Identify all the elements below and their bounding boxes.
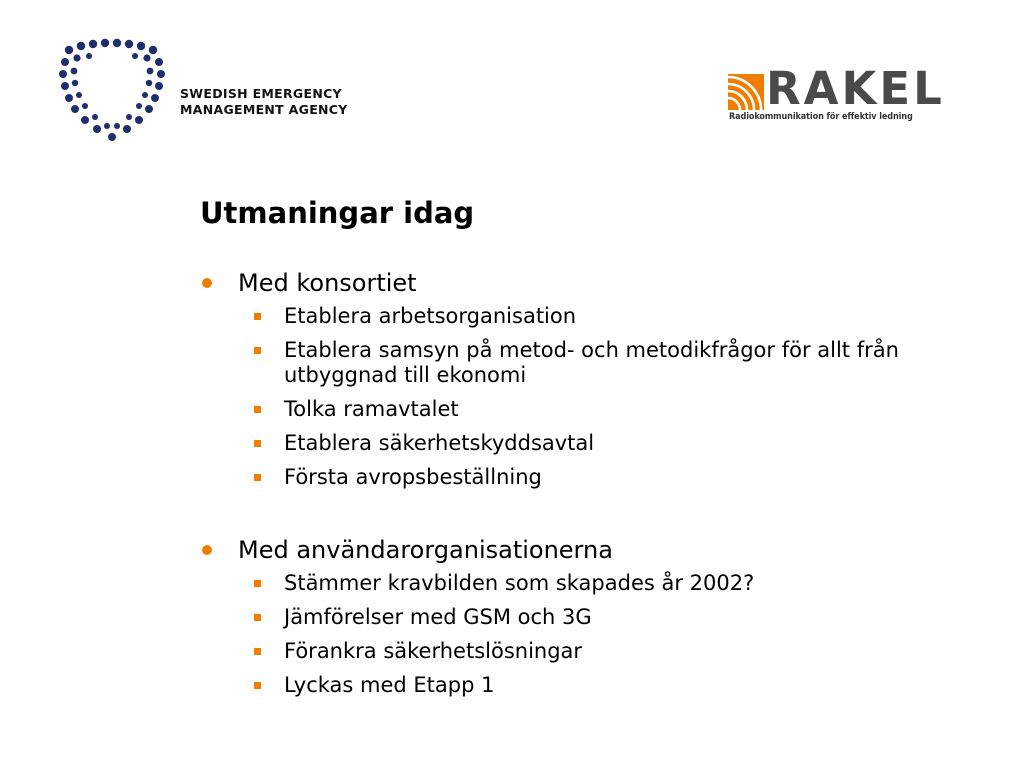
sub-bullet-item bbox=[200, 431, 1000, 456]
orange-square-bullet-icon bbox=[254, 682, 261, 689]
sub-bullet-item bbox=[200, 338, 1000, 388]
orange-square-bullet-icon bbox=[254, 474, 261, 481]
sub-bullet-text: Lyckas med Etapp 1 bbox=[284, 673, 495, 697]
orange-square-bullet-icon bbox=[254, 614, 261, 621]
sub-bullet-text: Första avropsbeställning bbox=[284, 465, 542, 489]
slide-title: Utmaningar idag bbox=[200, 196, 475, 230]
msb-name-line2: MANAGEMENT AGENCY bbox=[180, 102, 348, 117]
orange-square-bullet-icon bbox=[254, 406, 261, 413]
rakel-signal-icon bbox=[728, 74, 764, 110]
rakel-wordmark: RAKEL bbox=[766, 62, 945, 115]
group-heading-text: Med konsortiet bbox=[238, 269, 417, 297]
group-spacer bbox=[200, 499, 1000, 533]
orange-square-bullet-icon bbox=[254, 347, 261, 354]
sub-bullet-text: Etablera samsyn på metod- och metodikfrågor för allt från utbyggnad till ekonomi bbox=[284, 338, 899, 387]
sub-bullet-item bbox=[200, 673, 1000, 698]
sub-bullet-list bbox=[200, 571, 1000, 698]
bullet-group-heading bbox=[200, 533, 1000, 567]
orange-square-bullet-icon bbox=[254, 648, 261, 655]
orange-bullet-icon bbox=[202, 545, 212, 555]
group-heading-text: Med användarorganisationerna bbox=[238, 536, 613, 564]
msb-agency-name bbox=[180, 86, 348, 118]
sub-bullet-item bbox=[200, 465, 1000, 490]
sub-bullet-text: Förankra säkerhetslösningar bbox=[284, 639, 583, 663]
rakel-logo bbox=[728, 62, 958, 130]
sub-bullet-item bbox=[200, 639, 1000, 664]
sub-bullet-text: Stämmer kravbilden som skapades år 2002? bbox=[284, 571, 755, 595]
msb-shield-icon bbox=[55, 38, 173, 146]
sub-bullet-list bbox=[200, 304, 1000, 490]
orange-square-bullet-icon bbox=[254, 313, 261, 320]
sub-bullet-item bbox=[200, 571, 1000, 596]
msb-logo bbox=[55, 38, 385, 148]
bullet-group-heading bbox=[200, 266, 1000, 300]
sub-bullet-text: Etablera arbetsorganisation bbox=[284, 304, 577, 328]
sub-bullet-item bbox=[200, 605, 1000, 630]
sub-bullet-text: Jämförelser med GSM och 3G bbox=[284, 605, 592, 629]
sub-bullet-text: Tolka ramavtalet bbox=[284, 397, 459, 421]
rakel-tagline: Radiokommunikation för effektiv ledning bbox=[729, 112, 913, 122]
orange-square-bullet-icon bbox=[254, 440, 261, 447]
slide-content bbox=[200, 266, 1000, 707]
orange-square-bullet-icon bbox=[254, 580, 261, 587]
sub-bullet-item bbox=[200, 304, 1000, 329]
msb-name-line1: SWEDISH EMERGENCY bbox=[180, 86, 342, 101]
sub-bullet-text: Etablera säkerhetskyddsavtal bbox=[284, 431, 595, 455]
sub-bullet-item bbox=[200, 397, 1000, 422]
orange-bullet-icon bbox=[202, 278, 212, 288]
